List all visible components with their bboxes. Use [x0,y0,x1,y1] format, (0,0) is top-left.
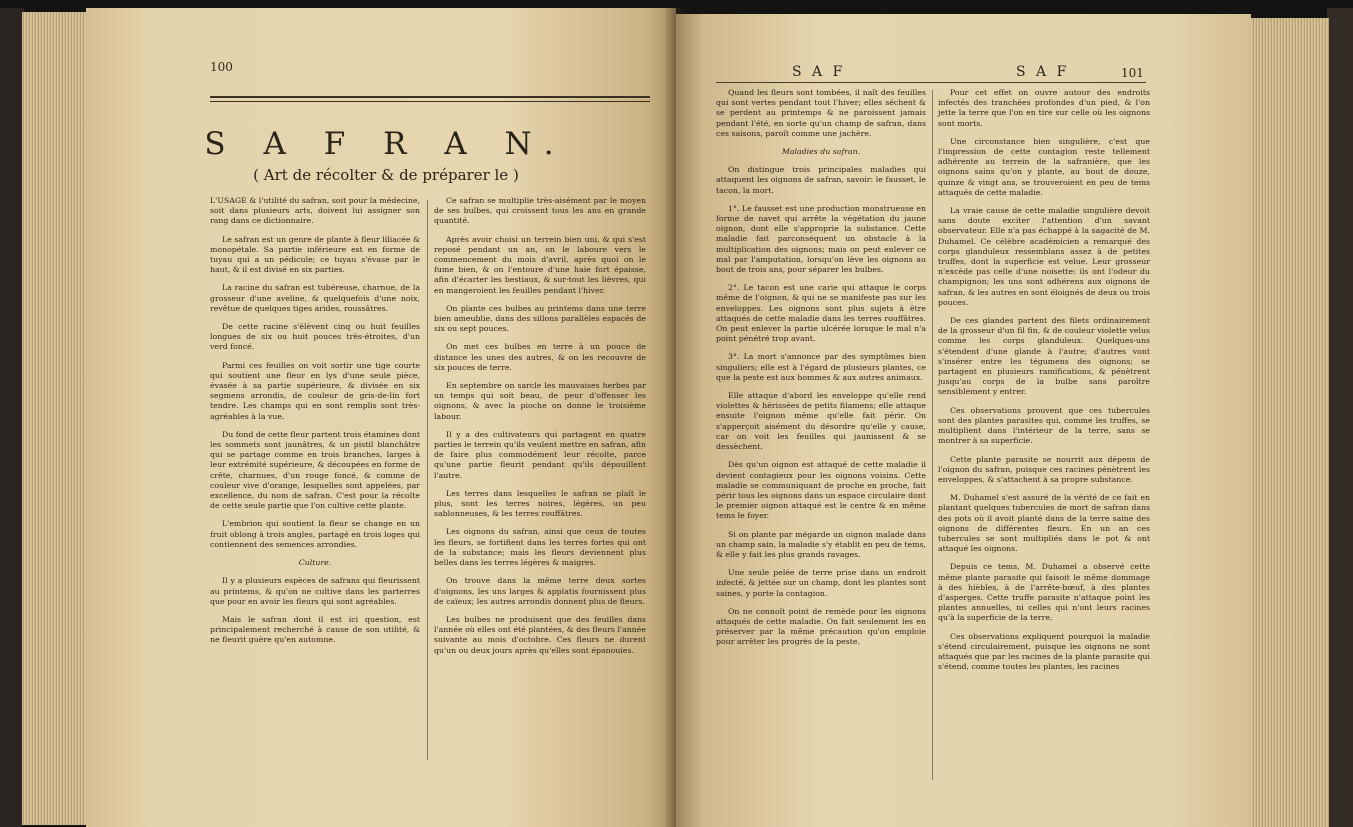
paragraph: Une seule pelée de terre prise dans un endroit infecté, & jettée sur un champ, dont les plantes sont saines, y porte la contagion. [716,568,926,598]
paragraph: Il y a plusieurs espèces de safrans qui fleurissent au printems, & qu'on ne cultive dans les parterres que pour en avoir les fleurs qui sont agréables. [210,576,420,606]
left-column-1 [210,196,420,654]
paragraph: 2°. Le tacon est une carie qui attaque le corps même de l'oignon, & qui ne se manifeste pas sur les enveloppes. Les oignons sont plus sujets à être attaqués de cette maladie dans les terres rouffâtres. On peut enlever la partie ulcérée lorsque le mal n'a point pénétré trop avant. [716,283,926,344]
paragraph: On ne connoît point de remède pour les oignons attaqués de cette maladie. On fait seulement les en préserver par la même précaution qu'on emploie pour arrêter les progrès de la peste. [716,606,926,647]
paragraph: Si on plante par mégarde un oignon malade dans un champ sain, la maladie s'y établit en peu de tems, & elle y fait les plus grands ravages. [716,529,926,559]
header-rule [210,96,650,102]
right-page-edges [1249,18,1329,827]
column-divider [427,200,428,760]
section-heading: Culture. [298,558,332,568]
page-subtitle: ( Art de récolter & de préparer le ) [253,166,519,184]
paragraph: On plante ces bulbes au printems dans une terre bien ameublie, dans des sillons parallèles espacés de six ou sept pouces. [434,303,646,334]
paragraph: On trouve dans la même terre deux sortes d'oignons, les uns larges & applatis fournissent plus de caïeux; les autres arrondis donnent plus de fleurs. [434,576,646,606]
right-column-1 [716,88,926,656]
paragraph: L'embrion qui soutient la fleur se change en un fruit oblong à trois angles, partagé en trois loges qui contiennent des semences arrondies. [210,519,420,549]
left-page-edges [22,12,92,825]
header-rule [716,82,1146,83]
paragraph: De cette racine s'élèvent cinq ou huit feuilles longues de six ou huit pouces très-étroites, d'un verd foncé. [210,322,420,352]
paragraph: En septembre on sarcle les mauvaises herbes par un temps qui soit beau, de peur d'offenser les oignons, & avec la pioche on donne le troisième labour. [434,381,646,421]
paragraph: Une circonstance bien singulière, c'est que l'impression de cette contagion reste tellement adhérente au terrein de la safranière, que les oignons sains qu'on y plante, au bout de douze, quinze & vingt ans, se trouveroient en peu de tems attaqués de cette maladie. [938,136,1150,197]
paragraph: L'USAGE & l'utilité du safran, soit pour la médecine, soit dans plusieurs arts, doivent lui assigner son rang dans ce dictionnaire. [210,196,420,226]
running-head-right: S A F [1016,64,1070,80]
paragraph: Il y a des cultivateurs qui partagent en quatre parties le terrein qu'ils veulent mettre en safran, afin de faire plus commodément leur récolte, parce qu'une partie fleurit pendant qu'ils dépouillent l'autre. [434,429,646,480]
paragraph: Mais le safran dont il est ici question, est principalement recherché à cause de son utilité, & ne fleurit guère qu'en automne. [210,614,420,645]
paragraph: Ce safran se multiplie très-aisément par le moyen de ses bulbes, qui croissent tous les ans en grande quantité. [434,196,646,226]
page-title: S A F R A N. [204,126,568,162]
paragraph: Pour cet effet on ouvre autour des endroits infectés des tranchées profondes d'un pied, & l'on jette la terre que l'on en tire sur celle où les oignons sont morts. [938,88,1150,128]
paragraph: Du fond de cette fleur partent trois étamines dont les sommets sont jaunâtres, & un pistil blanchâtre qui se partage comme en trois branches, larges à leur extrémité supérieure, & découpées en forme de crête, charnues, d'un rouge foncé, & comme de couleur vive d'orange, lesquelles sont appelées, par excellence, du nom de safran. C'est pour la récolte de cette seule partie que l'on cultive cette plante. [210,429,420,511]
paragraph: Les bulbes ne produisent que des feuilles dans l'année où elles ont été plantées, & des fleurs l'année suivante au mois d'octobre. Ces fleurs ne durent qu'un ou deux jours après qu'elles sont épanouies. [434,614,646,655]
left-page [86,8,676,827]
paragraph: Le safran est un genre de plante à fleur liliacée & monopétale. Sa partie inférieure est en forme de tuyau qui a un pédicule; ce tuyau s'évase par le haut, & il est divisé en six parties. [210,234,420,275]
page-number-right: 101 [1121,66,1144,80]
paragraph: Les oignons du safran, ainsi que ceux de toutes les fleurs, se fortifient dans les terres fortes qui ont de la substance; mais les fleurs deviennent plus belles dans les terres légères & maigres. [434,527,646,568]
paragraph: Parmi ces feuilles on voit sortir une tige courte qui soutient une fleur en lys d'une seule pièce, évasée à sa partie supérieure, & divisée en six segmens arrondis, de couleur de gris-de-lin fort tendre. Les champs qui en sont remplis sont très-agréables à la vue. [210,360,420,421]
paragraph: 3°. La mort s'annonce par des symptômes bien singuliers; elle est à l'égard de plusieurs plantes, ce que la peste est aux hommes & aux autres animaux. [716,352,926,382]
paragraph: La racine du safran est tubéreuse, charnue, de la grosseur d'une aveline, & quelquefois d'une noix, revêtue de quelques tiges arides, roussâtres. [210,283,420,313]
page-number-left: 100 [210,60,233,74]
paragraph: La vraie cause de cette maladie singulière devoit sans doute exciter l'attention d'un savant observateur. Elle n'a pas échappé à la sagacité de M. Duhamel. Ce célèbre académicien a remarqué des corps glanduleux ressemblans assez à de petites truffes, dont la superficie est velue. Leur grosseur n'excède pas celle d'une noisette: ils ont l'odeur du champignon; les uns sont adhérens aux oignons de safran, & les autres en sont éloignés de deux ou trois pouces. [938,206,1150,307]
paragraph: Ces observations expliquent pourquoi la maladie s'étend circulairement, puisque les oignons ne sont attaqués que par les racines de la plante parasite qui s'étend, comme toutes les plantes, les racines [938,631,1150,672]
left-cover-board [0,8,24,827]
paragraph: On met ces bulbes en terre à un pouce de distance les unes des autres, & on les recouvre de six pouces de terre. [434,342,646,372]
right-cover-board [1327,8,1353,827]
paragraph: Après avoir choisi un terrein bien uni, & qui s'est reposé pendant un an, on le laboure vers le commencement du mois d'avril, après quoi on le fume bien, & on l'entoure d'une haie fort épaisse, afin d'écarter les bestiaux, & sur-tout les lièvres, qui en mangeroient les feuilles pendant l'hiver. [434,234,646,295]
paragraph: M. Duhamel s'est assuré de la vérité de ce fait en plantant quelques tubercules de mort de safran dans des pots où il avoit planté dans de la terre saine des oignons de différentes fleurs. En un an ces tubercules se sont multipliés dans le pot & ont attaqué les oignons. [938,493,1150,554]
paragraph: Quand les fleurs sont tombées, il naît des feuilles qui sont vertes pendant tout l'hiver; elles séchent & se perdent au printemps & ne paroissent jamais pendant l'été, en sorte qu'un champ de safran, dans ces saisons, paroît comme une jachère. [716,88,926,138]
column-divider [932,90,933,780]
paragraph: Cette plante parasite se nourrit aux dépens de l'oignon du safran, puisque ces racines pénètrent les enveloppes, & s'attachent à sa propre substance. [938,454,1150,484]
paragraph: Dès qu'un oignon est attaqué de cette maladie il devient contagieux pour les oignons voisins. Cette maladie se communiquant de proche en proche, fait périr tous les oignons dans un espace circulaire dont le premier oignon attaqué est le centre & en même tems le foyer. [716,460,926,521]
paragraph: Les terres dans lesquelles le safran se plaît le plus, sont les terres noires, légères, un peu sablonneuses, & les terres rouffâtres. [434,488,646,519]
paragraph: 1°. Le fausset est une production monstrueuse en forme de navet qui arrête la végétation du jaune oignon, dont elle s'approprie la substance. Cette maladie fait parconséquent un obstacle à la multiplication des oignons; mais on peut enlever ce mal par l'amputation, lorsqu'on lève les oignons au bout de trois ans, pour séparer les bulbes. [716,203,926,275]
paragraph: On distingue trois principales maladies qui attaquent les oignons de safran, savoir: le fausset, le tacon, la mort. [716,165,926,195]
paragraph: De ces glandes partent des filets ordinairement de la grosseur d'un fil fin, & de couleur violette velus comme les corps glanduleux. Quelques-uns s'étendent d'une glande à l'autre; d'autres vont s'insérer entre les tégumens des oignons; se partagent en plusieurs ramifications, & pénètrent jusqu'au corps de la bulbe sans paroître sensiblement y entrer. [938,316,1150,397]
running-head-left: S A F [792,64,846,80]
section-heading: Maladies du safran. [781,147,861,157]
right-column-2 [938,88,1150,680]
paragraph: Elle attaque d'abord les enveloppe qu'elle rend violettes & hérissées de petits filamens; elle attaque ensuite l'oignon même qu'elle fait périr. On s'apperçoit aisément du désordre qu'elle y cause, car on voit les feuilles qui jaunissent & se dessèchent. [716,391,926,452]
paragraph: Ces observations prouvent que ces tubercules sont des plantes parasites qui, comme les truffes, se multiplient dans l'intérieur de la terre, sans se montrer à sa superficie. [938,405,1150,446]
left-column-2 [434,196,646,664]
paragraph: Depuis ce tems, M. Duhamel a observé cette même plante parasite qui faisoit le même dommage à des hièbles, à de l'arrête-bœuf, à des plantes d'asperges. Cette truffe parasite n'attaque point les plantes annuelles, ni celles qui n'ont leurs racines qu'à la superficie de la terre. [938,562,1150,623]
right-page [676,14,1251,827]
